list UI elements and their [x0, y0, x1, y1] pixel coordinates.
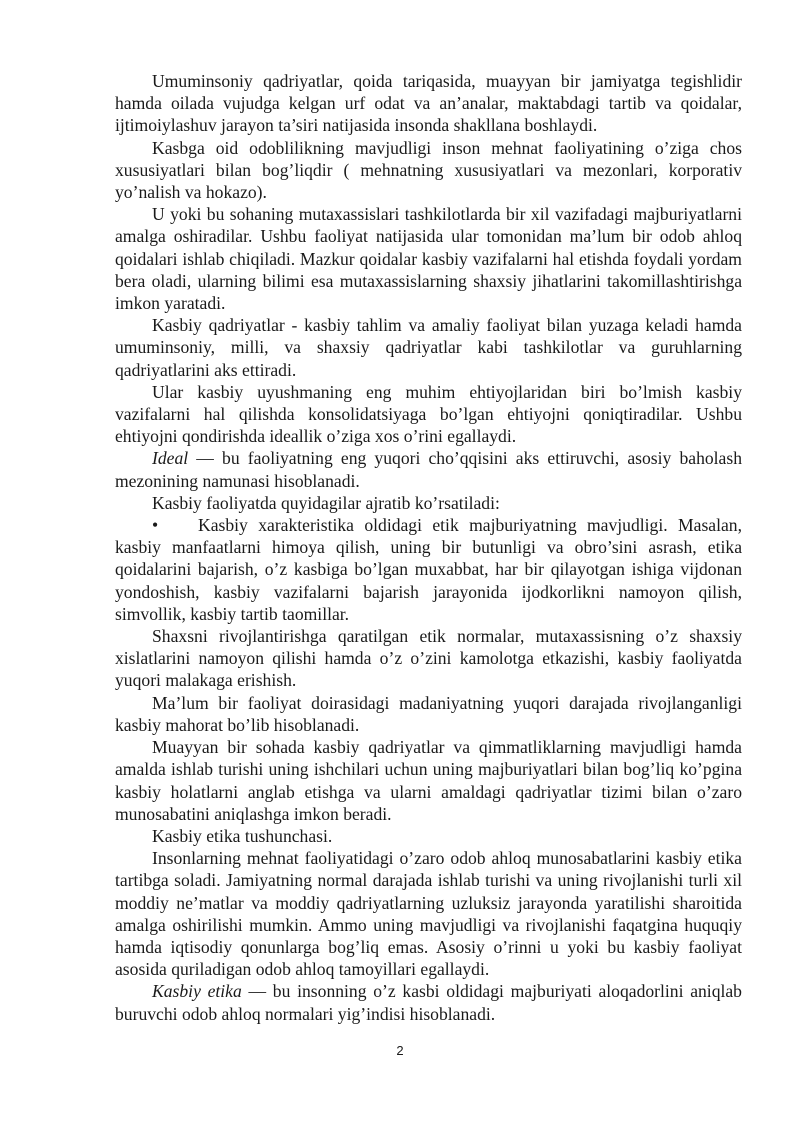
ideal-definition-text: — bu faoliyatning eng yuqori cho’qqisini aks ettiruvchi, asosiy baholash mezonining namunasi hisoblanadi. [115, 448, 742, 491]
ideal-definition-paragraph [115, 447, 742, 491]
kasbiy-etika-definition-text: — bu insonning o’z kasbi oldidagi majburiyati aloqadorlini aniqlab buruvchi odob ahloq normalari yig’indisi hisoblanadi. [115, 981, 742, 1024]
paragraph: Ma’lum bir faoliyat doirasidagi madaniyatning yuqori darajada rivojlanganligi kasbiy mahorat bo’lib hisoblanadi. [115, 692, 742, 735]
bullet-text: Kasbiy xarakteristika oldidagi etik majburiyatning mavjudligi. Masalan, kasbiy manfaatlarni himoya qilish, uning bir butunligi va obro’sini asrash, etika qoidalarini bajarish, o’z kasbiga bo’lgan muxabbat, har bir qilayotgan ishiga vijdonan yondoshish, kasbiy vazifalarni bajarish jarayonida ijodkorlikni namoyon qilish, simvollik, kasbiy tartib taomillar. [115, 515, 742, 624]
paragraph: Insonlarning mehnat faoliyatidagi o’zaro odob ahloq munosabatlarini kasbiy etika tartibga soladi. Jamiyatning normal darajada ishlab turishi va uning rivojlanishi turli xil moddiy ne’matlar va moddiy qadriyatlarning uzluksiz jarayonda yaratilishi sharoitida amalga oshirilishi mumkin. Ammo uning mavjudligi va rivojlanishi faqatgina huquqiy hamda iqtisodiy qonunlarga bog’liq emas. Asosiy o’rinni u yoki bu kasbiy faoliyat asosida quriladigan odob ahloq tamoyillari egallaydi. [115, 848, 742, 980]
paragraph: Muayyan bir sohada kasbiy qadriyatlar va qimmatliklarning mavjudligi hamda amalda ishlab turishi uning ishchilari uchun uning majburiyatlari bilan bog’liq ko’pgina kasbiy holatlarni anglab etishga va ularni amaldagi qadriyatlar tizimi bilan o’zaro munosabatini aniqlashga imkon beradi. [115, 737, 742, 824]
page-number: 2 [396, 1043, 404, 1058]
paragraph: Ular kasbiy uyushmaning eng muhim ehtiyojlaridan biri bo’lmish kasbiy vazifalarni hal qilishda konsolidatsiyaga bo’lgan ehtiyojni qoniqtiradilar. Ushbu ehtiyojni qondirishda ideallik o’ziga xos o’rini egallaydi. [115, 381, 742, 447]
paragraph: Shaxsni rivojlantirishga qaratilgan etik normalar, mutaxassisning o’z shaxsiy xislatlarini namoyon qilishi hamda o’z o’zini kamolotga etkazishi, kasbiy faoliyatda yuqori malakaga erishish. [115, 626, 742, 691]
paragraph: Kasbiy faoliyatda quyidagilar ajratib ko’rsatiladi: [152, 492, 500, 513]
bullet-list-item [115, 514, 742, 625]
paragraph: Kasbiy qadriyatlar - kasbiy tahlim va amaliy faoliyat bilan yuzaga keladi hamda umuminsoniy, milli, va shaxsiy qadriyatlar kabi tashkilotlar va guruhlarning qadriyatlarini aks ettiradi. [115, 315, 742, 380]
ideal-term: Ideal [152, 448, 189, 469]
paragraph: Kasbga oid odoblilikning mavjudligi inson mehnat faoliyatining o’ziga chos xususiyatlari bilan bog’liqdir ( mehnatning xususiyatlari va mezonlari, korporativ yo’nalish va hokazo). [115, 137, 742, 203]
bullet-icon: • [152, 515, 159, 536]
paragraph: U yoki bu sohaning mutaxassislari tashkilotlarda bir xil vazifadagi majburiyatlarni amalga oshiradilar. Ushbu faoliyat natijasida ular tomonidan ma’lum bir odob ahloq qoidalari ishlab chiqiladi. Mazkur qoidalar kasbiy vazifalarni hal etishda foydali yordam bera oladi, ularning bilimi esa mutaxassislarning shaxsiy jihatlarini takomillashtirishga imkon yaratadi. [115, 204, 742, 314]
kasbiy-etika-term: Kasbiy etika [152, 981, 242, 1002]
kasbiy-etika-definition-paragraph [115, 980, 742, 1024]
document-page [115, 70, 742, 1025]
paragraph: Umuminsoniy qadriyatlar, qoida tariqasida, muayyan bir jamiyatga tegishlidir hamda oilada vujudga kelgan urf odat va an’analar, maktabdagi tartib va qoidalar, ijtimoiylashuv jarayon ta’siri natijasida insonda shakllana boshlaydi. [115, 71, 742, 136]
section-heading: Kasbiy etika tushunchasi. [152, 825, 333, 846]
